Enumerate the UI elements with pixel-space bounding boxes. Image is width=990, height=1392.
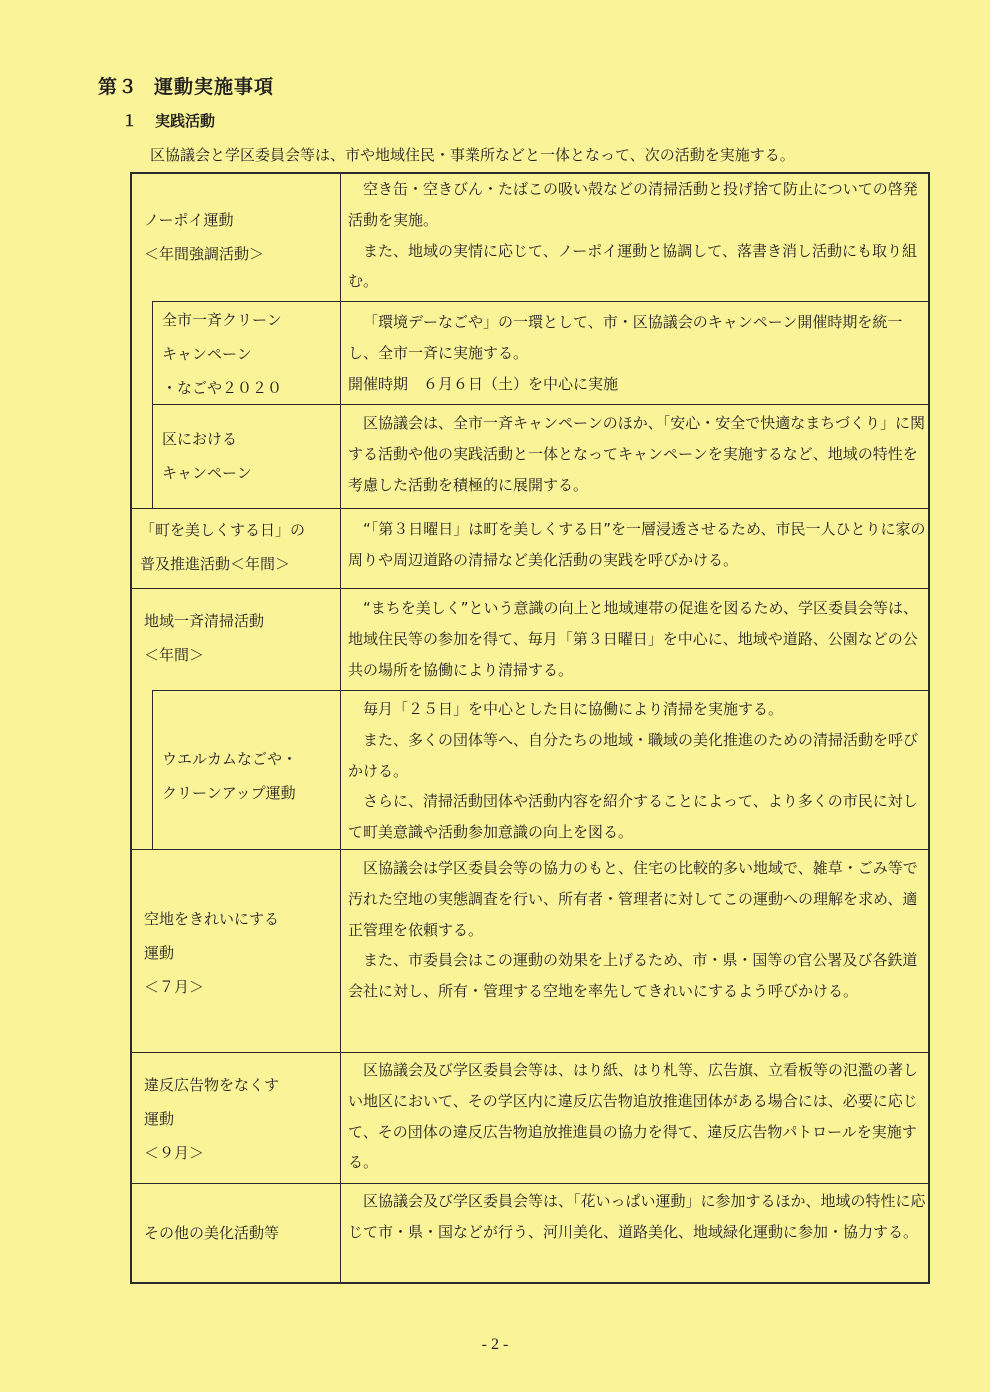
label-line: 「町を美しくする日」の <box>140 521 306 539</box>
description-paragraph: 毎月「２５日」を中心とした日に協働により清掃を実施する。 <box>363 700 784 718</box>
table-divider <box>152 301 928 302</box>
subsection-number: １ <box>122 112 138 130</box>
description-paragraph: 区協議会及び学区委員会等は、はり紙、はり札等、広告旗、立看板等の氾濫の著しい地区において、その学区内に違反広告物追放推進団体がある場合には、必要に応じて、その団体の違反広告物追放推進員の協力を得て、違反広告物パトロールを実施する。 <box>348 1061 919 1172</box>
activity-description <box>348 514 928 576</box>
activity-description <box>348 174 928 297</box>
table-border <box>130 1282 930 1284</box>
description-paragraph: 「環境デーなごや」の一環として、市・区協議会のキャンペーン開催時期を統一し、全市一斉に実施する。 <box>348 313 903 362</box>
description-paragraph: 開催時期 ６月６日（土）を中心に実施 <box>348 374 619 393</box>
label-line: 運動 <box>144 1110 175 1128</box>
label-line: キャンペーン <box>162 464 252 482</box>
label-line: 違反広告物をなくす <box>144 1076 280 1094</box>
activity-description <box>348 694 928 848</box>
label-line: 普及推進活動＜年間＞ <box>140 555 291 573</box>
label-line: 区における <box>162 430 238 448</box>
table-divider <box>130 849 928 850</box>
description-paragraph: 区協議会は学区委員会等の協力のもと、住宅の比較的多い地域で、雑草・ごみ等で汚れた空地の実態調査を行い、所有者・管理者に対してこの運動への理解を求め、適正管理を依頼する。 <box>348 859 918 939</box>
table-border <box>928 172 930 1284</box>
activity-description <box>348 307 928 399</box>
activity-label <box>162 422 252 490</box>
label-line: その他の美化活動等 <box>144 1224 280 1242</box>
activity-label <box>144 1216 279 1250</box>
label-line: クリーンアップ運動 <box>162 784 296 802</box>
activity-description <box>348 593 928 685</box>
description-paragraph: また、市委員会はこの運動の効果を上げるため、市・県・国等の官公署及び各鉄道会社に対し、所有・管理する空地を率先してきれいにするよう呼びかける。 <box>348 951 918 1001</box>
description-paragraph: また、地域の実情に応じて、ノーポイ運動と協調して、落書き消し活動にも取り組む。 <box>348 241 917 291</box>
label-line: ノーポイ運動 <box>144 211 234 229</box>
label-line: 地域一斉清掃活動 <box>144 612 265 630</box>
description-paragraph: “「第３日曜日」は町を美しくする日”を一層浸透させるため、市民一人ひとりに家の周りや周辺道路の清掃など美化活動の実践を呼びかける。 <box>348 520 926 569</box>
label-line: ＜年間強調活動＞ <box>144 245 265 263</box>
table-border <box>130 172 132 1284</box>
subsection-heading <box>122 110 215 131</box>
label-line: ウエルカムなごや・ <box>162 750 298 768</box>
label-line: ＜９月＞ <box>144 1144 205 1162</box>
table-divider <box>130 508 928 509</box>
label-line: 全市一斉クリーン <box>162 311 282 329</box>
table-divider <box>130 1183 928 1184</box>
description-paragraph: 区協議会は、全市一斉キャンペーンのほか、「安心・安全で快適なまちづくり」に関する活動や他の実践活動と一体となってキャンペーンを実施するなど、地域の特性を考慮した活動を積極的に展開する。 <box>348 414 926 494</box>
description-paragraph: また、多くの団体等へ、自分たちの地域・職域の美化推進のための清掃活動を呼びかける。 <box>348 730 919 780</box>
description-paragraph: 空き缶・空きびん・たばこの吸い殻などの清掃活動と投げ捨て防止についての啓発活動を実施。 <box>348 180 918 229</box>
label-line: 運動 <box>144 944 175 962</box>
activity-label <box>144 604 264 672</box>
activity-description <box>348 1186 928 1248</box>
label-line: 空地をきれいにする <box>144 910 280 928</box>
section-number: 第３ <box>98 76 139 98</box>
activity-label <box>144 203 264 271</box>
table-divider <box>152 690 928 691</box>
description-paragraph: さらに、清掃活動団体や活動内容を紹介することによって、より多くの市民に対して町美意識や活動参加意識の向上を図る。 <box>348 792 918 842</box>
subsection-title: 実践活動 <box>155 112 216 130</box>
section-title: 運動実施事項 <box>154 76 275 98</box>
activity-description <box>348 853 928 1007</box>
intro-paragraph: 区協議会と学区委員会等は、市や地域住民・事業所などと一体となって、次の活動を実施する。 <box>150 146 795 164</box>
table-divider <box>130 1052 928 1053</box>
activity-label <box>140 513 305 581</box>
label-line: ＜年間＞ <box>144 646 205 664</box>
table-divider <box>152 690 153 849</box>
table-divider <box>130 588 928 589</box>
activity-label <box>144 902 279 1004</box>
section-heading <box>98 72 274 99</box>
description-paragraph: “まちを美しく”という意識の向上と地域連帯の促進を図るため、学区委員会等は、地域住民等の参加を得て、毎月「第３日曜日」を中心に、地域や道路、公園などの公共の場所を協働により清掃する。 <box>348 599 918 679</box>
table-divider <box>340 172 341 1282</box>
activity-label <box>162 303 282 405</box>
activity-label <box>162 742 297 810</box>
label-line: ＜７月＞ <box>144 978 205 996</box>
page-number: - 2 - <box>481 1336 509 1353</box>
description-paragraph: 区協議会及び学区委員会等は、「花いっぱい運動」に参加するほか、地域の特性に応じて市・県・国などが行う、河川美化、道路美化、地域緑化運動に参加・協力する。 <box>348 1192 926 1241</box>
activity-label <box>144 1068 279 1170</box>
label-line: キャンペーン <box>162 345 252 363</box>
table-divider <box>152 301 153 509</box>
activity-description <box>348 1055 928 1178</box>
label-line: ・なごや２０２０ <box>162 379 283 397</box>
activity-description <box>348 408 928 500</box>
